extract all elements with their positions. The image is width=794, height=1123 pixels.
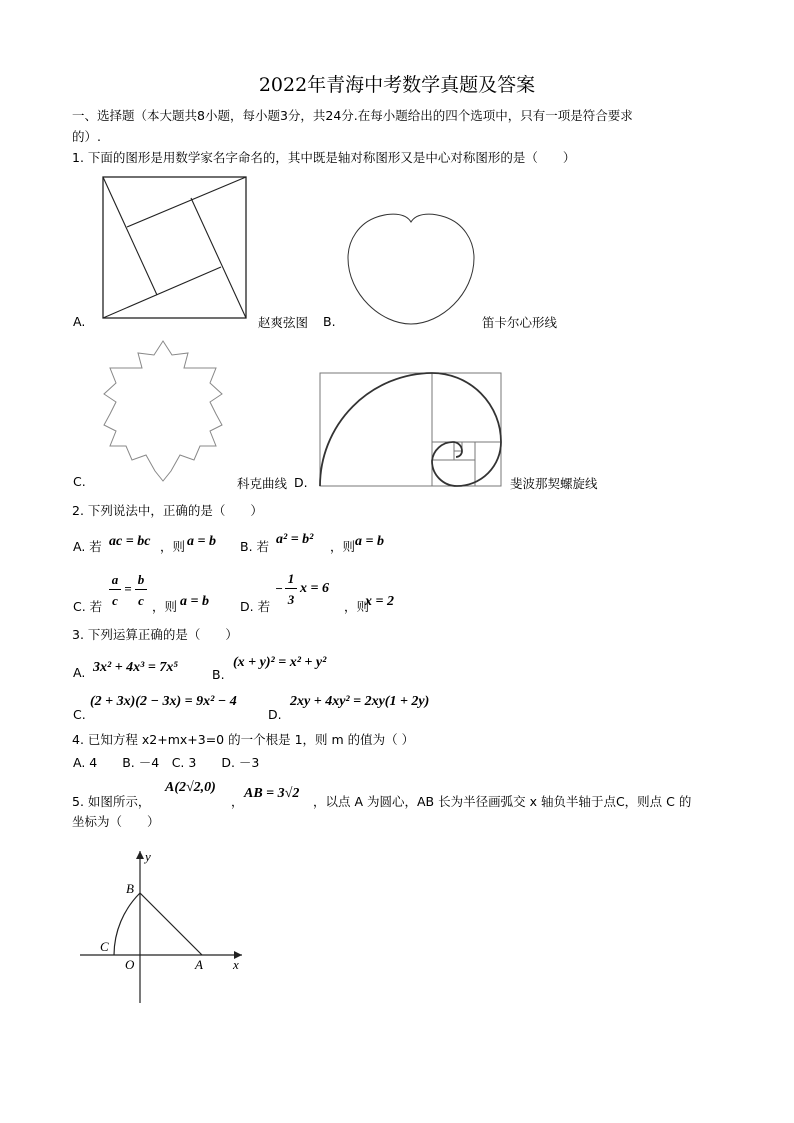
q5-prefix: 5. 如图所示， — [72, 794, 151, 809]
q3-option-c-expr: (2 + 3x)(2 − 3x) = 9x² − 4 — [90, 694, 237, 709]
label-y: y — [145, 849, 151, 864]
q1-option-b-label: B. — [323, 314, 336, 329]
q2-stem: 2. 下列说法中，正确的是（ ） — [72, 503, 263, 518]
q2-option-c-equals: = — [124, 581, 132, 596]
label-b: B — [126, 881, 134, 896]
q3-option-a-expr: 3x² + 4x³ = 7x⁵ — [93, 660, 179, 675]
q3-option-a-label: A. — [73, 665, 86, 680]
q2-option-d-expr2: x = 2 — [365, 594, 394, 609]
q2-option-d-denominator: 3 — [287, 592, 295, 607]
q2-option-b-then: ，则 — [330, 539, 356, 554]
q2-option-c-numerator-b: b — [137, 572, 145, 587]
zhaoshuang-figure — [100, 175, 250, 321]
q3-option-b-label: B. — [212, 667, 225, 682]
q2-option-a-expr1: ac = bc — [109, 534, 151, 549]
q1-option-d-label: D. — [294, 475, 308, 490]
q1-option-c-name: 科克曲线 — [237, 476, 288, 491]
fraction-bar — [135, 589, 147, 590]
q1-option-b-name: 笛卡尔心形线 — [482, 315, 558, 330]
q1-option-d-name: 斐波那契螺旋线 — [510, 476, 598, 491]
segment-ab — [140, 893, 202, 955]
q2-option-a-then: ，则 — [160, 539, 186, 554]
q5-expr-point-a: A(2√2,0) — [165, 780, 216, 795]
page-title: 2022年青海中考数学真题及答案 — [258, 74, 536, 96]
fibonacci-spiral-figure — [319, 372, 503, 488]
q3-option-b-expr: (x + y)² = x² + y² — [233, 655, 327, 670]
q2-option-c-then: ，则 — [152, 599, 178, 614]
q4-options: A. 4 B. －4 C. 3 D. －3 — [73, 755, 260, 770]
q5-suffix: ，以点 A 为圆心，AB 长为半径画弧交 x 轴负半轴于点C，则点 C 的 — [313, 794, 692, 809]
label-a: A — [195, 957, 203, 972]
q2-option-b-expr1: a² = b² — [276, 532, 314, 547]
q1-option-a-label: A. — [73, 314, 86, 329]
q2-option-b-expr2: a = b — [355, 534, 384, 549]
koch-figure — [98, 338, 228, 484]
q1-option-a-name: 赵爽弦图 — [258, 315, 309, 330]
label-x: x — [233, 957, 239, 972]
q2-option-d-minus: − — [275, 581, 283, 596]
section-header-line1: 一、选择题（本大题共8小题，每小题3分，共24分.在每小题给出的四个选项中，只有一项是符合要求 — [72, 108, 633, 123]
q2-option-d-label: D. 若 — [240, 599, 271, 614]
section-header-line2: 的）. — [72, 129, 101, 144]
q5-sep: ， — [231, 794, 244, 809]
q2-option-b-label: B. 若 — [240, 539, 270, 554]
fraction-bar — [109, 589, 121, 590]
q2-option-c-label: C. 若 — [73, 599, 103, 614]
coordinate-figure — [78, 845, 258, 1010]
cardioid-figure — [345, 210, 477, 328]
q2-option-a-expr2: a = b — [187, 534, 216, 549]
q2-option-c-expr2: a = b — [180, 594, 209, 609]
q2-option-c-denominator: c — [112, 593, 118, 608]
q4-stem: 4. 已知方程 x2+mx+3=0 的一个根是 1，则 m 的值为（ ） — [72, 732, 415, 747]
q2-option-d-rest: x = 6 — [300, 581, 329, 596]
q2-option-a-label: A. 若 — [73, 539, 102, 554]
q5-line2: 坐标为（ ） — [72, 814, 160, 829]
q2-option-c-numerator-a: a — [111, 572, 119, 587]
q2-option-c-denominator: c — [138, 593, 144, 608]
q1-stem: 1. 下面的图形是用数学家名字命名的，其中既是轴对称图形又是中心对称图形的是（ ） — [72, 150, 576, 165]
label-c: C — [100, 939, 109, 954]
label-o: O — [125, 957, 135, 972]
q3-option-d-expr: 2xy + 4xy² = 2xy(1 + 2y) — [290, 694, 430, 709]
q3-stem: 3. 下列运算正确的是（ ） — [72, 627, 238, 642]
q2-option-d-numerator: 1 — [287, 571, 295, 586]
q3-option-d-label: D. — [268, 707, 282, 722]
q5-expr-ab: AB = 3√2 — [244, 786, 300, 801]
fraction-bar — [285, 588, 297, 589]
q1-option-c-label: C. — [73, 474, 86, 489]
y-arrow-head — [136, 851, 144, 859]
q2-option-d-then: ，则 — [344, 599, 370, 614]
arc-bc — [114, 893, 140, 955]
q3-option-c-label: C. — [73, 707, 86, 722]
